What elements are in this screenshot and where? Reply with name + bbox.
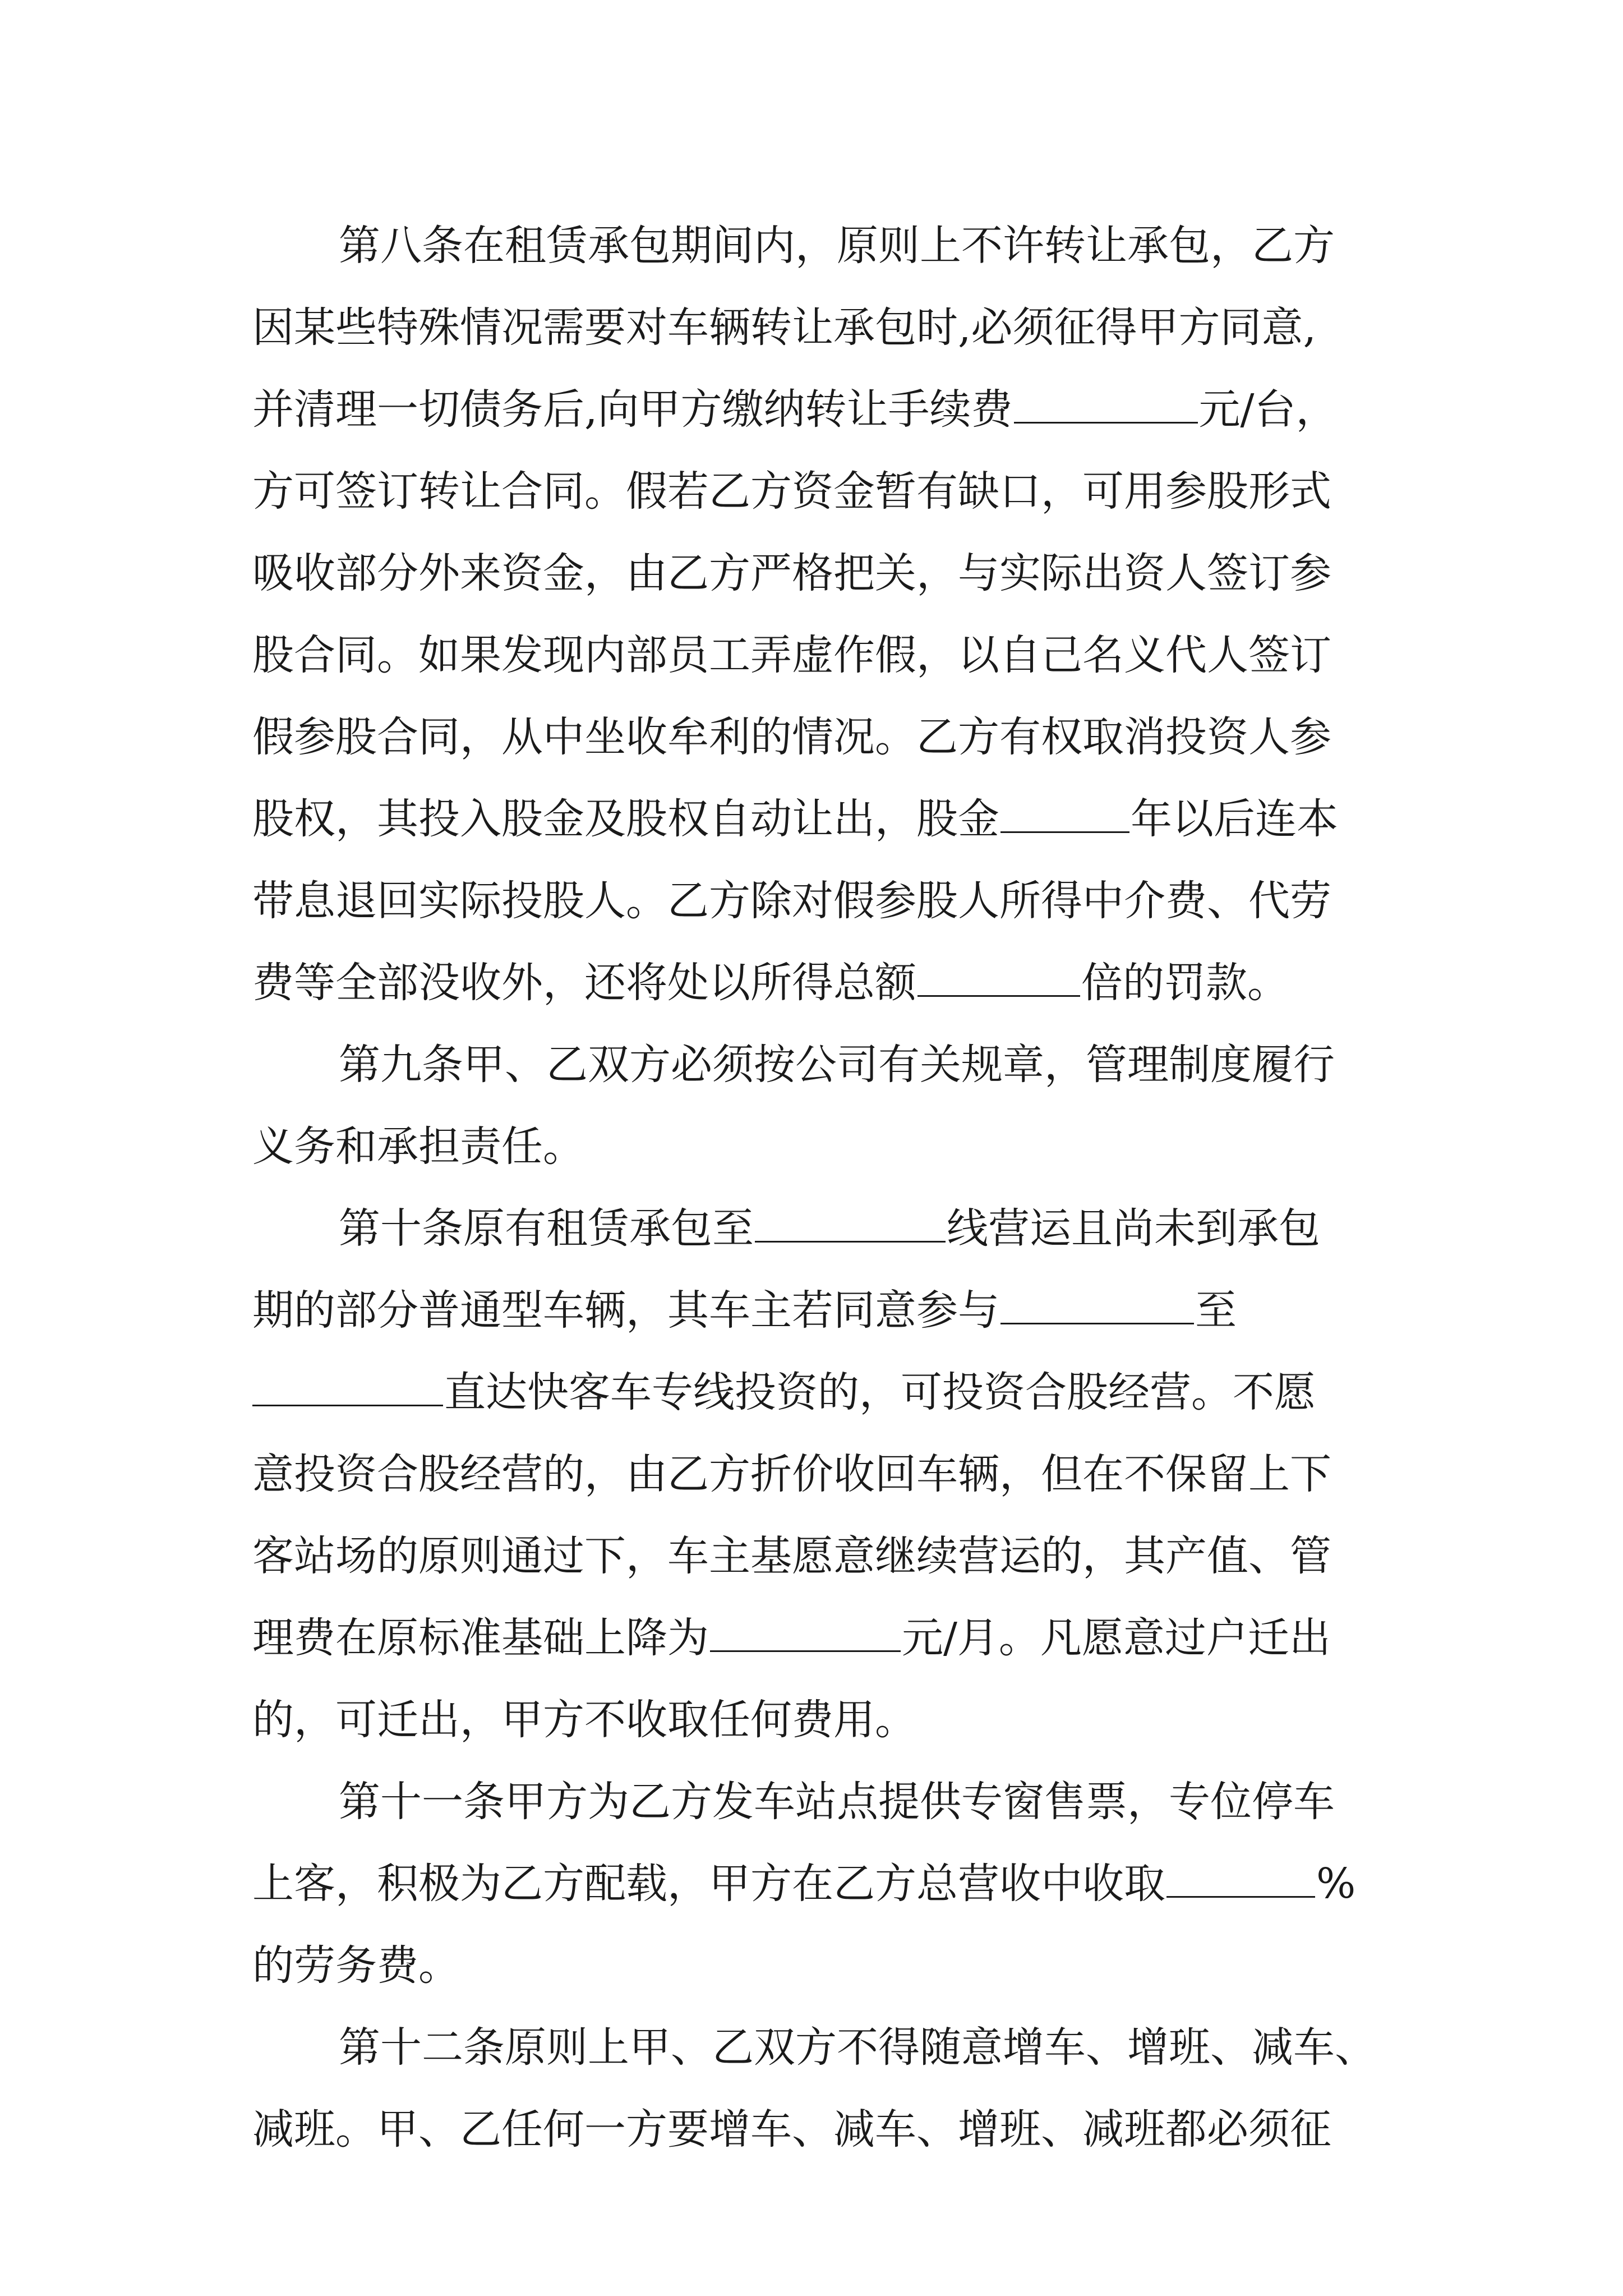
text-segment: % [1316,1860,1356,1908]
text-line: 第九条甲、乙双方必须按公司有关规章，管理制度履行 [339,1041,1335,1089]
text-line [252,1843,1430,1925]
text-segment: 并清理一切债务后,向甲方缴纳转让手续费 [252,385,1013,434]
text-line: 意投资合股经营的，由乙方折价收回车辆，但在不保留上下 [252,1450,1331,1498]
text-segment: 股权，其投入股金及股权自动让出，股金 [252,795,999,843]
fill-in-blank[interactable] [1000,797,1129,833]
text-segment: 第十条原有租赁承包至 [339,1204,754,1253]
text-segment: 上客，积极为乙方配载，甲方在乙方总营收中收取 [252,1860,1165,1908]
text-line: 方可签订转让合同。假若乙方资金暂有缺口，可用参股形式 [252,467,1331,516]
article-12 [252,2007,1430,2170]
text-line: 的，可迁出，甲方不收取任何费用。 [252,1696,916,1744]
article-11 [252,1761,1430,2007]
text-line: 第八条在租赁承包期间内，原则上不许转让承包，乙方 [339,222,1335,270]
text-line [252,1597,1430,1679]
fill-in-blank[interactable] [1000,1288,1194,1324]
text-segment: 理费在原标准基础上降为 [252,1614,709,1662]
text-line: 假参股合同，从中坐收牟利的情况。乙方有权取消投资人参 [252,713,1331,761]
text-line: 因某些特殊情况需要对车辆转让承包时,必须征得甲方同意, [252,303,1317,352]
text-line [252,369,1430,450]
text-line: 减班。甲、乙任何一方要增车、减车、增班、减班都必须征 [252,2105,1331,2154]
text-segment: 年以后连本 [1131,795,1338,843]
fill-in-blank[interactable] [252,1370,443,1406]
document-page [252,205,1430,2170]
fill-in-blank[interactable] [917,960,1080,997]
text-line: 客站场的原则通过下，车主基愿意继续营运的，其产值、管 [252,1532,1331,1580]
article-9 [252,1024,1430,1188]
article-8 [252,205,1430,1024]
fill-in-blank[interactable] [710,1616,901,1652]
text-line [252,942,1430,1024]
text-segment: 线营运且尚未到承包 [947,1204,1320,1253]
text-segment: 直达快客车专线投资的，可投资合股经营。不愿 [444,1368,1316,1416]
text-line [252,778,1430,860]
text-line [252,1351,1430,1433]
text-line: 吸收部分外来资金，由乙方严格把关，与实际出资人签订参 [252,549,1331,597]
text-line [252,1188,1430,1269]
fill-in-blank[interactable] [1166,1861,1315,1898]
text-segment: 费等全部没收外，还将处以所得总额 [252,959,916,1007]
article-10 [252,1188,1430,1761]
text-segment: 期的部分普通型车辆，其车主若同意参与 [252,1286,999,1335]
text-line: 义务和承担责任。 [252,1122,584,1171]
text-line: 第十一条甲方为乙方发车站点提供专窗售票，专位停车 [339,1778,1335,1826]
text-line [252,1269,1430,1351]
text-segment: 倍的罚款。 [1081,959,1289,1007]
text-segment: 至 [1195,1286,1237,1335]
text-line: 第十二条原则上甲、乙双方不得随意增车、增班、减车、 [339,2023,1376,2072]
text-line: 的劳务费。 [252,1941,460,1990]
text-line: 股合同。如果发现内部员工弄虚作假，以自己名义代人签订 [252,631,1331,679]
text-line: 带息退回实际投股人。乙方除对假参股人所得中介费、代劳 [252,877,1331,925]
text-segment: 元/月。凡愿意过户迁出 [902,1614,1331,1662]
fill-in-blank[interactable] [1014,387,1198,424]
fill-in-blank[interactable] [755,1206,946,1243]
text-segment: 元/台， [1198,385,1338,434]
